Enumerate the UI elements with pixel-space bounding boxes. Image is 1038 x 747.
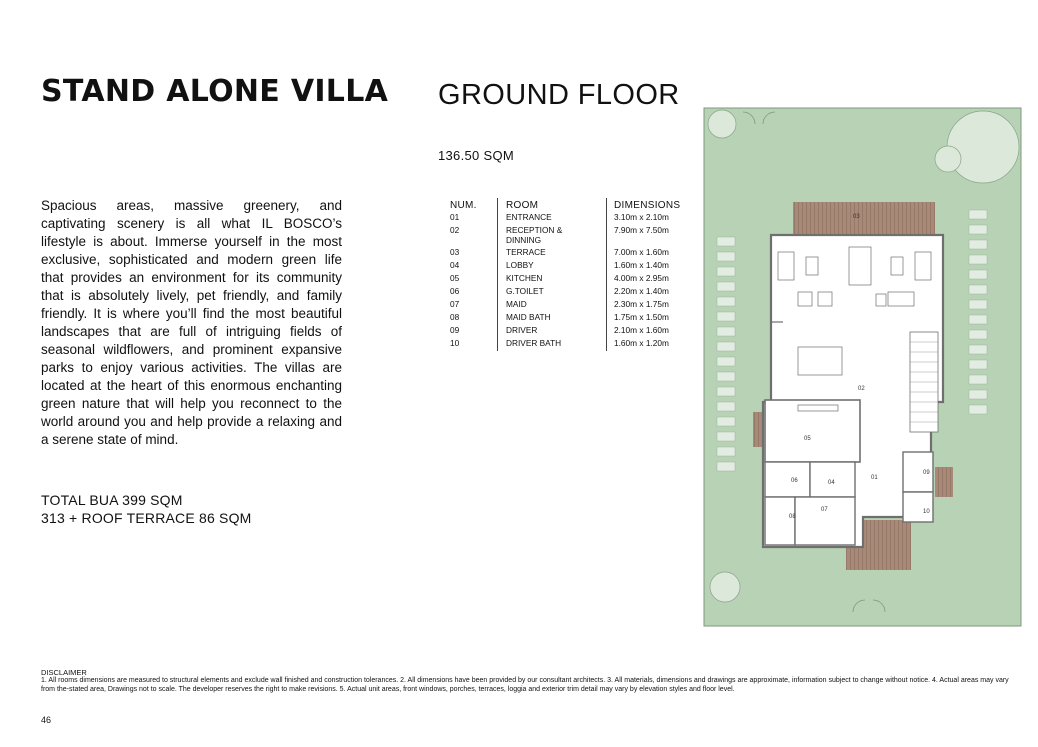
row-room: RECEPTION & DINNING — [498, 225, 607, 247]
table-row — [446, 286, 694, 299]
rooms-table-header — [446, 198, 694, 212]
row-dim: 4.00m x 2.95m — [607, 273, 695, 286]
row-dim: 3.10m x 2.10m — [607, 212, 695, 225]
table-row — [446, 273, 694, 286]
table-row — [446, 247, 694, 260]
row-room: DRIVER — [498, 325, 607, 338]
header-room: ROOM — [498, 198, 607, 212]
row-dim: 2.30m x 1.75m — [607, 299, 695, 312]
row-dim: 7.00m x 1.60m — [607, 247, 695, 260]
table-row — [446, 212, 694, 225]
row-num: 06 — [450, 286, 460, 296]
row-room: G.TOILET — [498, 286, 607, 299]
villa-title: STAND ALONE VILLA — [41, 74, 389, 109]
page-number: 46 — [41, 715, 52, 725]
row-num: 10 — [450, 338, 460, 348]
table-row — [446, 260, 694, 273]
disclaimer-body: 1. All rooms dimensions are measured to structural elements and exclude wall finished and construction tolerances. 2. All dimensions have been provided by our consultant architects. 3. All materials, dimensions and drawings are approximate, information subject to change without notice. 4. Actual areas may vary from the-stated area, Drawings not to scale. The developer reserves the right to make revisions. 5. Actual unit areas, front windows, porches, terraces, loggia and exterior trim detail may vary by elevation styles and floor level. — [41, 677, 1009, 693]
description-paragraph: Spacious areas, massive greenery, and captivating scenery is all what IL BOSCO’s lifestyle is about. Immerse yourself in the most exclusive, sophisticated and modern green life that provides an environment for its community that is absolutely lively, pet friendly, and family friendly. It is where you’ll find the most beautiful landscapes that are full of intriguing fields of seasonal wildflowers, and prominent expansive parks to enjoy various activities. The villas are located at the heart of this enormous enchanting green nature that will help you reconnect to the world around you and help provide a relaxing and a serene state of mind. — [41, 198, 342, 447]
plan-label-02: 02 — [858, 386, 865, 392]
plan-label-08: 08 — [789, 514, 796, 520]
rooms-table — [446, 198, 694, 351]
table-row — [446, 299, 694, 312]
total-bua: TOTAL BUA 399 SQM — [41, 492, 183, 508]
plan-label-04: 04 — [828, 480, 835, 486]
row-num: 09 — [450, 325, 460, 335]
row-num: 08 — [450, 312, 460, 322]
side-deck-right — [935, 467, 953, 497]
row-room: MAID — [498, 299, 607, 312]
row-room: MAID BATH — [498, 312, 607, 325]
disclaimer-heading: DISCLAIMER — [41, 668, 87, 677]
plan-label-05: 05 — [804, 436, 811, 442]
row-dim: 2.20m x 1.40m — [607, 286, 695, 299]
row-num: 03 — [450, 247, 460, 257]
totals-block — [41, 491, 252, 527]
row-room: KITCHEN — [498, 273, 607, 286]
table-row — [446, 225, 694, 247]
floor-title: GROUND FLOOR — [438, 79, 680, 111]
header-dimensions: DIMENSIONS — [607, 198, 695, 212]
row-dim: 1.75m x 1.50m — [607, 312, 695, 325]
header-num: NUM. — [450, 200, 477, 211]
row-room: LOBBY — [498, 260, 607, 273]
plan-label-07: 07 — [821, 507, 828, 513]
plan-label-03: 03 — [853, 214, 860, 220]
disclaimer — [41, 669, 1021, 694]
floor-area: 136.50 SQM — [438, 148, 514, 163]
table-row — [446, 325, 694, 338]
row-room: TERRACE — [498, 247, 607, 260]
row-dim: 1.60m x 1.20m — [607, 338, 695, 351]
row-num: 01 — [450, 212, 460, 222]
roof-terrace-area: 313 + ROOF TERRACE 86 SQM — [41, 510, 252, 526]
plan-label-09: 09 — [923, 470, 930, 476]
row-num: 02 — [450, 225, 460, 235]
row-room: DRIVER BATH — [498, 338, 607, 351]
plan-label-01: 01 — [871, 475, 878, 481]
row-room: ENTRANCE — [498, 212, 607, 225]
row-num: 05 — [450, 273, 460, 283]
table-row — [446, 312, 694, 325]
plan-label-06: 06 — [791, 478, 798, 484]
row-dim: 1.60m x 1.40m — [607, 260, 695, 273]
plan-label-10: 10 — [923, 509, 930, 515]
row-num: 07 — [450, 299, 460, 309]
row-num: 04 — [450, 260, 460, 270]
table-row — [446, 338, 694, 351]
row-dim: 2.10m x 1.60m — [607, 325, 695, 338]
row-dim: 7.90m x 7.50m — [607, 225, 695, 247]
floor-plan — [703, 107, 1022, 627]
